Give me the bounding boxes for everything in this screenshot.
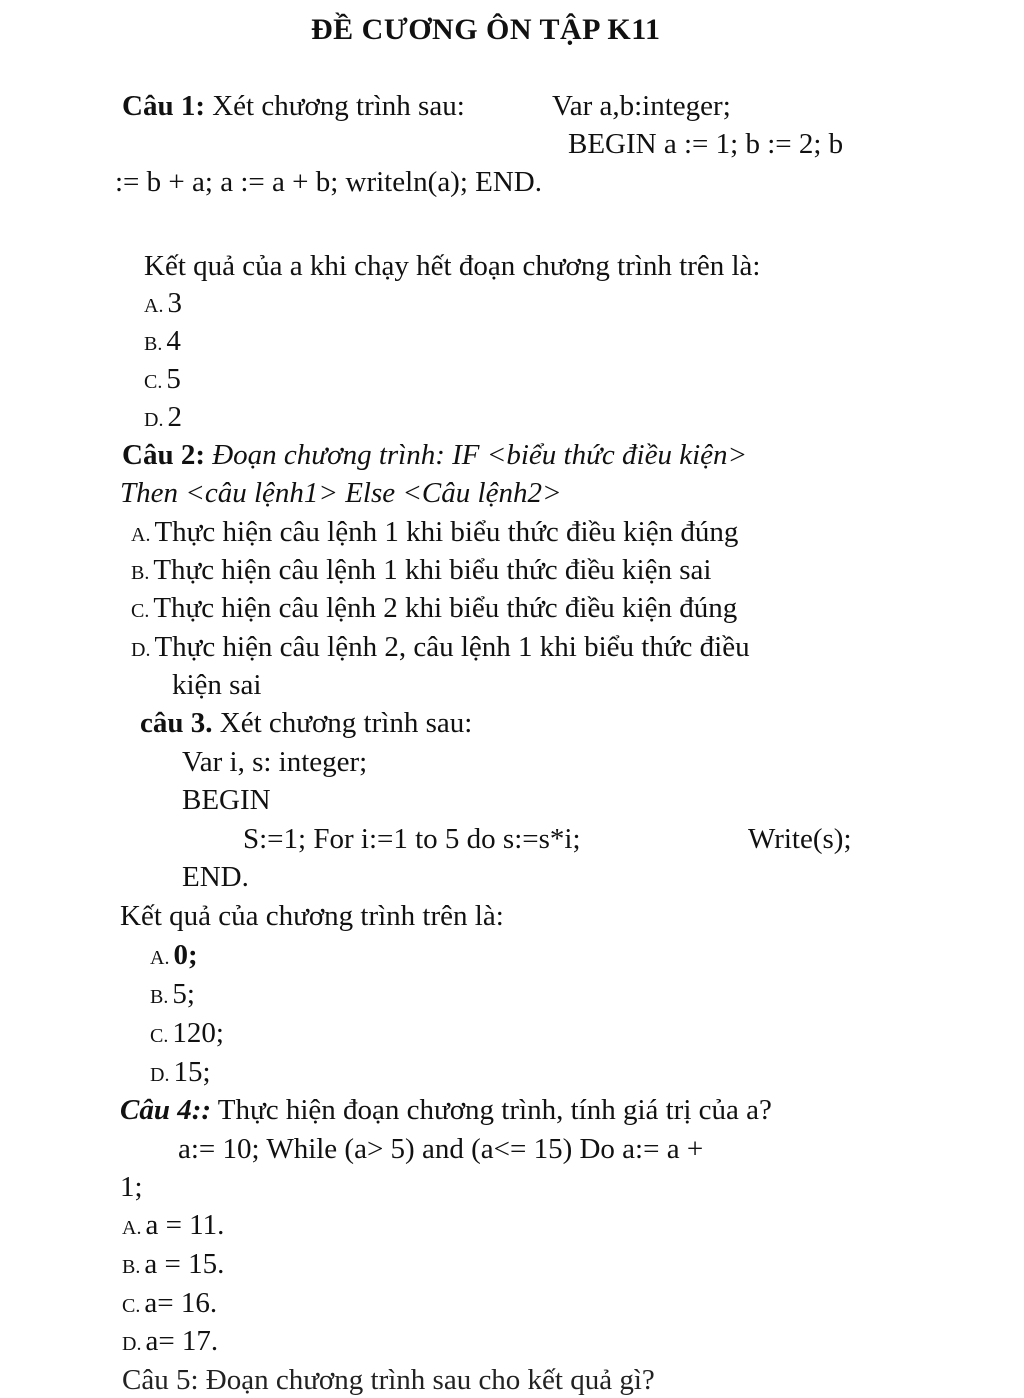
option-label: D. bbox=[131, 639, 151, 661]
q3-code-line-3: S:=1; For i:=1 to 5 do s:=s*i; bbox=[243, 823, 581, 855]
option-text: 2 bbox=[167, 401, 182, 433]
option-text: 5; bbox=[172, 978, 195, 1010]
q1-header bbox=[122, 88, 465, 124]
option-text: Thực hiện câu lệnh 1 khi biểu thức điều kiện sai bbox=[153, 554, 712, 586]
option-label: B. bbox=[122, 1256, 141, 1278]
q2-stem-line-2: Then <câu lệnh1> Else <Câu lệnh2> bbox=[120, 477, 562, 509]
q1-code-line-2: BEGIN a := 1; b := 2; b bbox=[568, 128, 844, 160]
q3-header bbox=[140, 705, 472, 741]
option-text: 4 bbox=[166, 325, 181, 357]
option-text: 15; bbox=[173, 1056, 211, 1088]
option-text: 3 bbox=[167, 287, 182, 319]
option-label: B. bbox=[144, 333, 163, 355]
q3-option-b bbox=[150, 976, 195, 1015]
q1-option-d bbox=[144, 399, 182, 438]
option-label: C. bbox=[144, 371, 163, 393]
option-text: Thực hiện câu lệnh 1 khi biểu thức điều kiện đúng bbox=[154, 516, 739, 548]
q4-option-c bbox=[122, 1285, 217, 1324]
q2-option-b bbox=[131, 552, 711, 591]
q3-code-line-4: END. bbox=[182, 861, 249, 893]
q3-option-a bbox=[150, 937, 198, 976]
q2-option-c bbox=[131, 590, 737, 629]
q4-code-line-2: 1; bbox=[120, 1171, 143, 1203]
page-title: ĐỀ CƯƠNG ÔN TẬP K11 bbox=[311, 13, 661, 46]
q4-option-d bbox=[122, 1323, 218, 1362]
option-text: Thực hiện câu lệnh 2 khi biểu thức điều kiện đúng bbox=[153, 592, 738, 624]
option-text: a= 17. bbox=[145, 1325, 219, 1357]
q4-label: Câu 4:: bbox=[120, 1094, 212, 1126]
q4-stem: Thực hiện đoạn chương trình, tính giá trị của a? bbox=[211, 1094, 772, 1126]
option-label: C. bbox=[150, 1025, 169, 1047]
q3-label: câu 3. bbox=[140, 707, 213, 739]
q1-question: Kết quả của a khi chạy hết đoạn chương trình trên là: bbox=[144, 250, 761, 282]
q3-question: Kết quả của chương trình trên là: bbox=[120, 900, 504, 932]
q4-header bbox=[120, 1092, 772, 1128]
q2-label: Câu 2: bbox=[122, 439, 205, 471]
option-label: C. bbox=[131, 600, 150, 622]
option-label: A. bbox=[122, 1217, 142, 1239]
option-text: 120; bbox=[172, 1017, 224, 1049]
q3-code-line-1: Var i, s: integer; bbox=[182, 746, 368, 778]
option-text: 0; bbox=[173, 939, 198, 971]
q1-option-c bbox=[144, 361, 181, 400]
option-label: A. bbox=[131, 524, 151, 546]
option-label: B. bbox=[131, 562, 150, 584]
option-text: a = 15. bbox=[144, 1248, 225, 1280]
q4-option-b bbox=[122, 1246, 224, 1285]
option-text: a = 11. bbox=[145, 1209, 225, 1241]
option-label: C. bbox=[122, 1295, 141, 1317]
option-label: A. bbox=[150, 947, 170, 969]
q3-option-d bbox=[150, 1054, 211, 1093]
q4-option-a bbox=[122, 1207, 224, 1246]
q3-code-write: Write(s); bbox=[748, 823, 852, 855]
q2-option-d bbox=[131, 629, 750, 668]
q1-code-line-3: := b + a; a := a + b; writeln(a); END. bbox=[115, 166, 542, 198]
option-label: D. bbox=[122, 1333, 142, 1355]
option-text: 5 bbox=[166, 363, 181, 395]
q1-option-b bbox=[144, 323, 181, 362]
q4-code-line-1: a:= 10; While (a> 5) and (a<= 15) Do a:= a + bbox=[178, 1133, 704, 1165]
q1-label: Câu 1: bbox=[122, 90, 205, 122]
q1-option-a bbox=[144, 285, 182, 324]
q2-header bbox=[122, 437, 747, 473]
q3-option-c bbox=[150, 1015, 224, 1054]
option-label: A. bbox=[144, 295, 164, 317]
q3-code-line-2: BEGIN bbox=[182, 784, 271, 816]
option-label: D. bbox=[144, 409, 164, 431]
q1-intro: Xét chương trình sau: bbox=[204, 90, 465, 122]
option-label: B. bbox=[150, 986, 169, 1008]
q2-stem-line-1: Đoạn chương trình: IF <biểu thức điều kiện> bbox=[204, 439, 748, 471]
q2-option-d-continued: kiện sai bbox=[172, 669, 262, 701]
q3-intro: Xét chương trình sau: bbox=[212, 707, 473, 739]
q5-partial-line: Câu 5: Đoạn chương trình sau cho kết quả gì? bbox=[122, 1364, 655, 1396]
q1-code-line-1: Var a,b:integer; bbox=[552, 90, 731, 122]
option-label: D. bbox=[150, 1064, 170, 1086]
option-text: Thực hiện câu lệnh 2, câu lệnh 1 khi biểu thức điều bbox=[154, 631, 750, 663]
option-text: a= 16. bbox=[144, 1287, 218, 1319]
q2-option-a bbox=[131, 514, 738, 553]
